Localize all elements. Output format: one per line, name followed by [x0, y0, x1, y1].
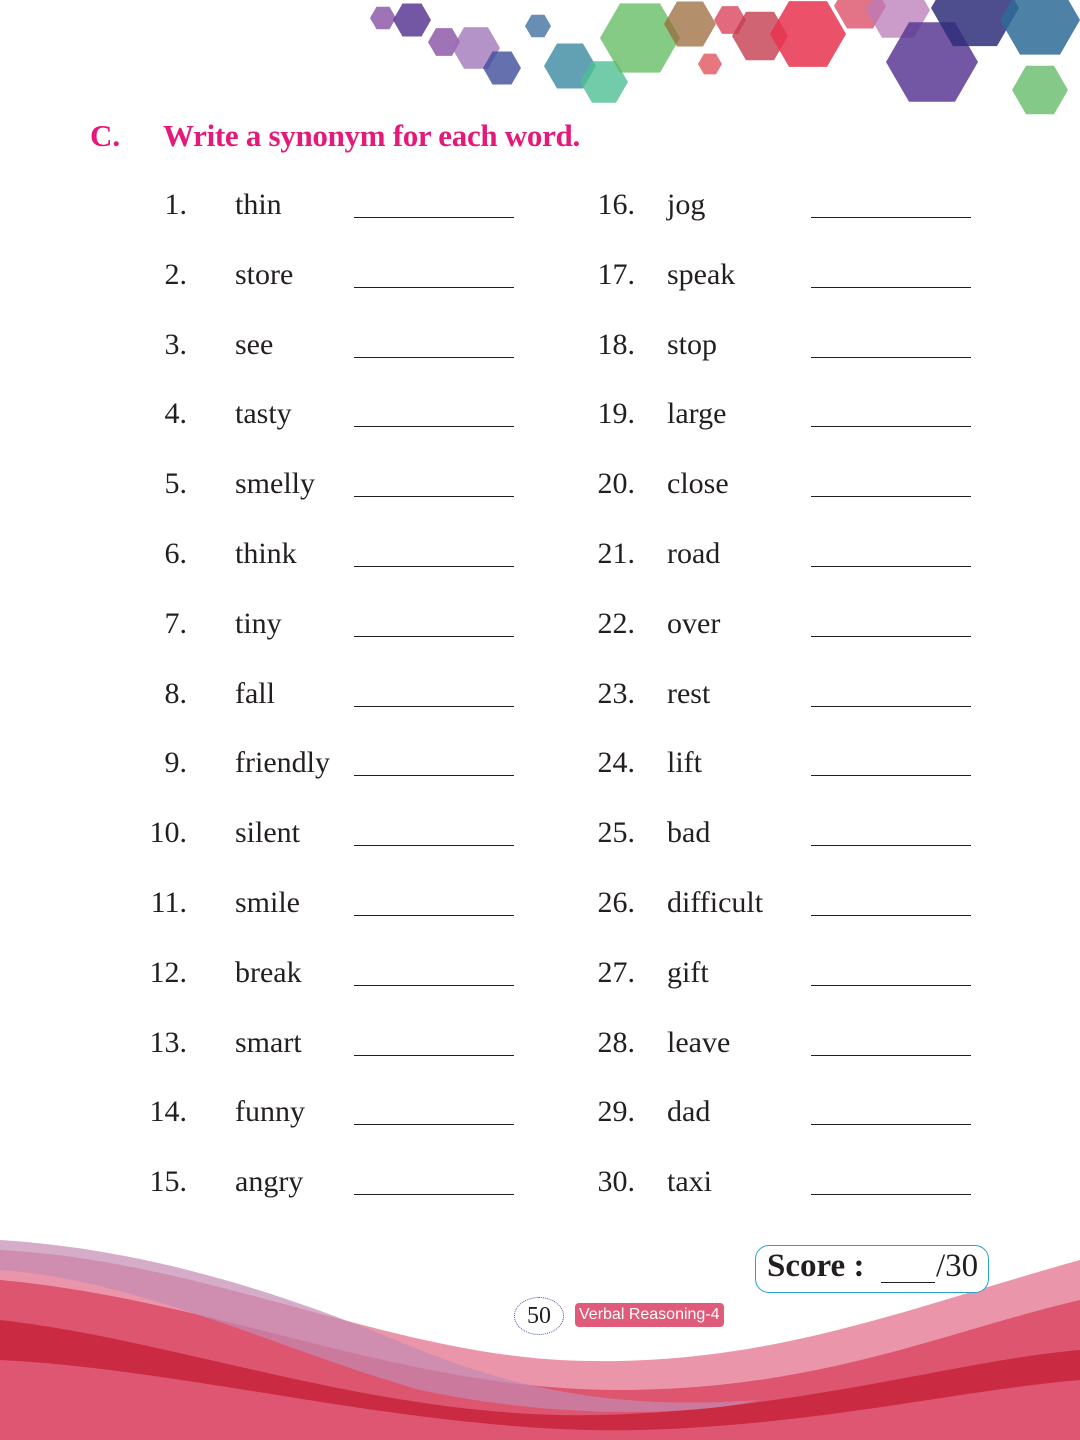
item-word: think — [235, 536, 297, 570]
item-word: rest — [667, 676, 711, 710]
item-word: difficult — [667, 885, 764, 919]
item-word: stop — [667, 327, 718, 361]
list-item — [565, 537, 1035, 607]
answer-blank[interactable] — [354, 845, 514, 846]
hexagon-shape — [698, 54, 722, 75]
item-word: tasty — [235, 397, 292, 431]
item-number: 6. — [164, 536, 187, 570]
list-item — [110, 397, 580, 467]
item-word: tiny — [235, 606, 282, 640]
list-item — [110, 1165, 580, 1235]
answer-blank[interactable] — [811, 357, 971, 358]
answer-blank[interactable] — [811, 1194, 971, 1195]
list-item — [110, 328, 580, 398]
answer-blank[interactable] — [354, 1055, 514, 1056]
answer-blank[interactable] — [354, 287, 514, 288]
answer-blank[interactable] — [354, 985, 514, 986]
answer-blank[interactable] — [811, 985, 971, 986]
page-number: 50 — [514, 1297, 564, 1335]
item-number: 7. — [164, 606, 187, 640]
list-item — [565, 467, 1035, 537]
item-number: 17. — [597, 257, 635, 291]
item-number: 18. — [597, 327, 635, 361]
answer-blank[interactable] — [811, 426, 971, 427]
hexagon-shape — [770, 1, 846, 67]
item-word: smile — [235, 885, 300, 919]
answer-blank[interactable] — [811, 636, 971, 637]
hexagon-shape — [1012, 66, 1068, 114]
item-number: 27. — [597, 955, 635, 989]
item-word: over — [667, 606, 721, 640]
list-item — [565, 677, 1035, 747]
answer-blank[interactable] — [811, 706, 971, 707]
answer-blank[interactable] — [354, 496, 514, 497]
answer-blank[interactable] — [811, 775, 971, 776]
item-number: 24. — [597, 746, 635, 780]
score-label: Score : — [767, 1248, 865, 1284]
item-word: fall — [235, 676, 275, 710]
list-item — [110, 467, 580, 537]
item-word: speak — [667, 257, 736, 291]
item-word: dad — [667, 1095, 711, 1129]
section-letter: C. — [90, 118, 121, 153]
hexagon-shape — [525, 15, 551, 38]
list-item — [565, 188, 1035, 258]
item-word: break — [235, 955, 302, 989]
item-word: friendly — [235, 746, 330, 780]
item-word: taxi — [667, 1165, 712, 1199]
list-item — [110, 1026, 580, 1096]
answer-blank[interactable] — [811, 915, 971, 916]
item-word: angry — [235, 1165, 304, 1199]
list-item — [110, 956, 580, 1026]
hexagon-shape — [370, 7, 396, 30]
answer-blank[interactable] — [811, 1055, 971, 1056]
item-number: 22. — [597, 606, 635, 640]
item-number: 29. — [597, 1095, 635, 1129]
word-list-right — [565, 188, 1035, 1235]
item-number: 20. — [597, 467, 635, 501]
answer-blank[interactable] — [811, 496, 971, 497]
item-word: lift — [667, 746, 702, 780]
item-number: 30. — [597, 1165, 635, 1199]
hexagon-shape — [393, 4, 431, 37]
item-number: 10. — [149, 816, 187, 850]
answer-blank[interactable] — [811, 217, 971, 218]
list-item — [565, 607, 1035, 677]
item-number: 25. — [597, 816, 635, 850]
item-number: 21. — [597, 536, 635, 570]
list-item — [565, 1165, 1035, 1235]
list-item — [110, 816, 580, 886]
answer-blank[interactable] — [354, 1124, 514, 1125]
item-word: close — [667, 467, 729, 501]
list-item — [565, 328, 1035, 398]
list-item — [110, 677, 580, 747]
item-word: thin — [235, 188, 282, 221]
list-item — [565, 1095, 1035, 1165]
item-number: 5. — [164, 467, 187, 501]
list-item — [565, 886, 1035, 956]
list-item — [110, 886, 580, 956]
list-item — [565, 258, 1035, 328]
answer-blank[interactable] — [354, 217, 514, 218]
item-word: smart — [235, 1025, 302, 1059]
score-box — [755, 1245, 989, 1293]
item-word: see — [235, 327, 274, 361]
list-item — [110, 258, 580, 328]
item-word: gift — [667, 955, 709, 989]
item-number: 15. — [149, 1165, 187, 1199]
answer-blank[interactable] — [354, 357, 514, 358]
item-word: silent — [235, 816, 300, 850]
item-number: 12. — [149, 955, 187, 989]
item-number: 28. — [597, 1025, 635, 1059]
item-number: 19. — [597, 397, 635, 431]
list-item — [110, 746, 580, 816]
score-blank[interactable] — [881, 1282, 935, 1283]
list-item — [110, 1095, 580, 1165]
item-word: leave — [667, 1025, 731, 1059]
item-word: road — [667, 536, 721, 570]
item-word: store — [235, 257, 294, 291]
answer-blank[interactable] — [811, 845, 971, 846]
word-list-left — [110, 188, 580, 1235]
item-number: 26. — [597, 885, 635, 919]
answer-blank[interactable] — [354, 706, 514, 707]
list-item — [565, 816, 1035, 886]
item-word: large — [667, 397, 727, 431]
answer-blank[interactable] — [354, 636, 514, 637]
score-total: /30 — [936, 1248, 979, 1284]
answer-blank[interactable] — [811, 287, 971, 288]
item-number: 13. — [149, 1025, 187, 1059]
item-word: funny — [235, 1095, 305, 1129]
answer-blank[interactable] — [354, 915, 514, 916]
item-number: 3. — [164, 327, 187, 361]
list-item — [565, 746, 1035, 816]
item-number: 23. — [597, 676, 635, 710]
item-number: 2. — [164, 257, 187, 291]
list-item — [110, 607, 580, 677]
item-number: 1. — [164, 188, 187, 221]
list-item — [110, 537, 580, 607]
item-word: smelly — [235, 467, 315, 501]
answer-blank[interactable] — [811, 566, 971, 567]
section-title: Write a synonym for each word. — [163, 118, 580, 153]
item-number: 4. — [164, 397, 187, 431]
answer-blank[interactable] — [354, 426, 514, 427]
item-number: 9. — [164, 746, 187, 780]
item-number: 11. — [150, 885, 187, 919]
hexagon-decoration — [0, 0, 1080, 130]
item-word: jog — [667, 188, 706, 221]
item-number: 8. — [164, 676, 187, 710]
book-title-tag: Verbal Reasoning-4 — [575, 1303, 724, 1327]
list-item — [565, 956, 1035, 1026]
item-number: 14. — [149, 1095, 187, 1129]
item-number: 16. — [597, 188, 635, 221]
hexagon-shape — [1000, 0, 1080, 55]
list-item — [565, 1026, 1035, 1096]
list-item — [565, 397, 1035, 467]
list-item — [110, 188, 580, 258]
answer-blank[interactable] — [811, 1124, 971, 1125]
item-word: bad — [667, 816, 711, 850]
answer-blank[interactable] — [354, 566, 514, 567]
answer-blank[interactable] — [354, 775, 514, 776]
answer-blank[interactable] — [354, 1194, 514, 1195]
